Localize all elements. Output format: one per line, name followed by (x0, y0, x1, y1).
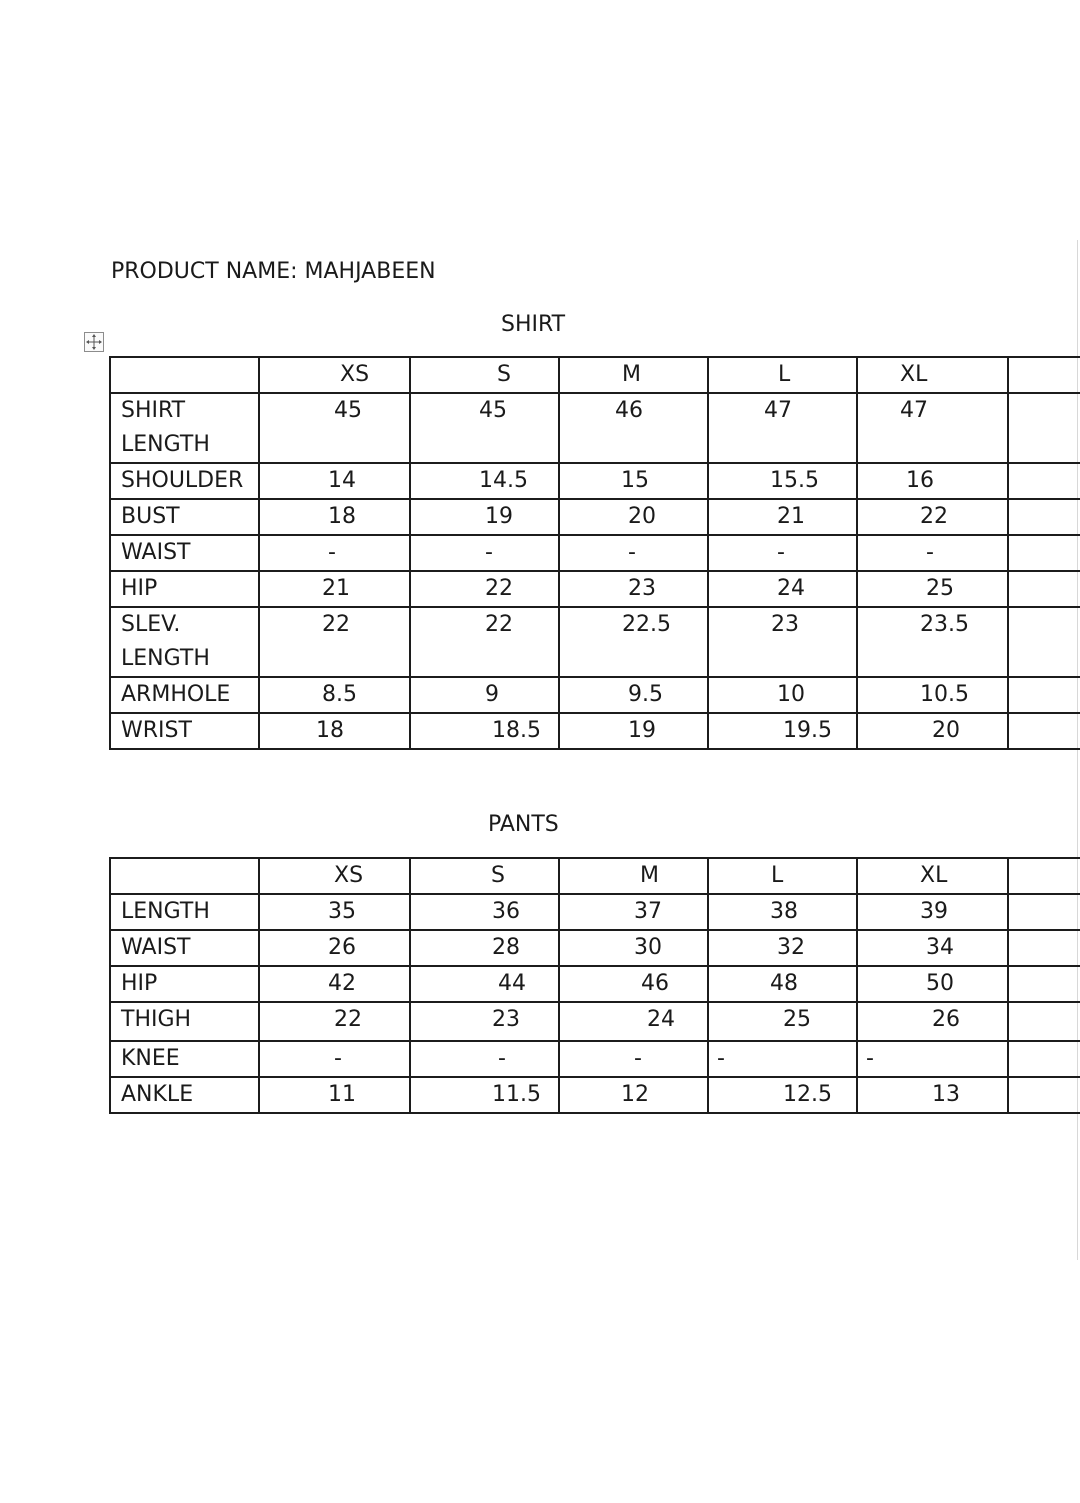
table-cell: - (410, 1041, 559, 1077)
row-label: HIP (110, 966, 259, 1002)
table-cell: 36 (410, 894, 559, 930)
table-row (110, 499, 1080, 535)
table-cell (1008, 1077, 1080, 1113)
header-cell-extra (1008, 357, 1080, 393)
table-cell: 8.5 (259, 677, 410, 713)
table-cell: 47 (857, 393, 1008, 463)
table-cell: - (559, 535, 708, 571)
table-cell: 12.5 (708, 1077, 857, 1113)
row-label: ARMHOLE (110, 677, 259, 713)
table-cell (1008, 499, 1080, 535)
table-row (110, 894, 1080, 930)
row-label: HIP (110, 571, 259, 607)
table-row (110, 1077, 1080, 1113)
move-arrows-icon (85, 333, 103, 351)
table-cell: 19.5 (708, 713, 857, 749)
shirt-section-title: SHIRT (501, 312, 566, 337)
table-row (110, 1041, 1080, 1077)
header-cell-m: M (559, 858, 708, 894)
table-cell: 45 (410, 393, 559, 463)
table-row (110, 966, 1080, 1002)
table-cell (1008, 930, 1080, 966)
row-label: SHIRT LENGTH (110, 393, 259, 463)
table-cell: 35 (259, 894, 410, 930)
table-cell: - (259, 1041, 410, 1077)
table-cell: 50 (857, 966, 1008, 1002)
table-cell: 11 (259, 1077, 410, 1113)
header-cell-l: L (708, 357, 857, 393)
table-cell: 46 (559, 966, 708, 1002)
row-label: BUST (110, 499, 259, 535)
table-cell: 19 (410, 499, 559, 535)
table-cell (1008, 607, 1080, 677)
table-cell: 25 (708, 1002, 857, 1041)
table-cell: 24 (708, 571, 857, 607)
header-cell-xl: XL (857, 858, 1008, 894)
table-cell: 42 (259, 966, 410, 1002)
table-cell: 22 (259, 607, 410, 677)
table-cell: 21 (259, 571, 410, 607)
table-cell (1008, 393, 1080, 463)
table-cell: 22.5 (559, 607, 708, 677)
table-cell: 16 (857, 463, 1008, 499)
header-cell-l: L (708, 858, 857, 894)
table-cell: 14.5 (410, 463, 559, 499)
table-row (110, 535, 1080, 571)
pants-size-table (109, 857, 1080, 1114)
table-cell: 13 (857, 1077, 1008, 1113)
table-row (110, 930, 1080, 966)
table-move-handle[interactable] (84, 332, 104, 352)
header-cell-empty (110, 357, 259, 393)
table-cell: 21 (708, 499, 857, 535)
table-cell: - (708, 1041, 857, 1077)
table-row (110, 713, 1080, 749)
table-cell: 23 (559, 571, 708, 607)
row-label: THIGH (110, 1002, 259, 1041)
header-cell-xs: XS (259, 858, 410, 894)
header-cell-s: S (410, 357, 559, 393)
table-cell: 23 (410, 1002, 559, 1041)
table-row (110, 571, 1080, 607)
table-cell: 24 (559, 1002, 708, 1041)
table-cell: 15.5 (708, 463, 857, 499)
header-cell-extra (1008, 858, 1080, 894)
table-cell: 11.5 (410, 1077, 559, 1113)
table-header-row (110, 858, 1080, 894)
table-cell: 15 (559, 463, 708, 499)
table-cell: 47 (708, 393, 857, 463)
table-cell: 22 (410, 607, 559, 677)
table-cell: 26 (259, 930, 410, 966)
table-cell: 20 (857, 713, 1008, 749)
table-cell: - (410, 535, 559, 571)
table-cell: 23.5 (857, 607, 1008, 677)
row-label: KNEE (110, 1041, 259, 1077)
row-label: WAIST (110, 535, 259, 571)
table-cell: - (259, 535, 410, 571)
table-cell: 18 (259, 499, 410, 535)
header-cell-xs: XS (259, 357, 410, 393)
row-label: SLEV. LENGTH (110, 607, 259, 677)
table-cell: 46 (559, 393, 708, 463)
table-cell: 20 (559, 499, 708, 535)
table-cell: 23 (708, 607, 857, 677)
table-cell: 34 (857, 930, 1008, 966)
table-cell (1008, 1041, 1080, 1077)
row-label: WRIST (110, 713, 259, 749)
table-row (110, 463, 1080, 499)
table-cell: 45 (259, 393, 410, 463)
table-row (110, 1002, 1080, 1041)
table-cell: 28 (410, 930, 559, 966)
table-cell: 18.5 (410, 713, 559, 749)
header-cell-s: S (410, 858, 559, 894)
table-cell: 44 (410, 966, 559, 1002)
table-cell: 14 (259, 463, 410, 499)
table-row (110, 393, 1080, 463)
table-cell: - (857, 1041, 1008, 1077)
table-cell (1008, 677, 1080, 713)
row-label: SHOULDER (110, 463, 259, 499)
table-cell: 26 (857, 1002, 1008, 1041)
table-cell (1008, 1002, 1080, 1041)
table-cell: 12 (559, 1077, 708, 1113)
table-cell: 10 (708, 677, 857, 713)
table-cell: 9.5 (559, 677, 708, 713)
table-cell: - (857, 535, 1008, 571)
table-cell: 32 (708, 930, 857, 966)
table-cell: 25 (857, 571, 1008, 607)
table-row (110, 607, 1080, 677)
table-cell: 22 (259, 1002, 410, 1041)
table-cell: 22 (857, 499, 1008, 535)
table-cell: 22 (410, 571, 559, 607)
row-label: WAIST (110, 930, 259, 966)
table-cell: 19 (559, 713, 708, 749)
header-cell-m: M (559, 357, 708, 393)
table-cell: 39 (857, 894, 1008, 930)
table-cell: 30 (559, 930, 708, 966)
table-cell (1008, 894, 1080, 930)
header-cell-empty (110, 858, 259, 894)
table-header-row (110, 357, 1080, 393)
pants-section-title: PANTS (488, 812, 559, 837)
table-cell (1008, 463, 1080, 499)
header-cell-xl: XL (857, 357, 1008, 393)
table-cell (1008, 966, 1080, 1002)
table-cell: 48 (708, 966, 857, 1002)
table-cell: 37 (559, 894, 708, 930)
table-cell (1008, 713, 1080, 749)
table-cell: - (559, 1041, 708, 1077)
table-cell: 38 (708, 894, 857, 930)
row-label: ANKLE (110, 1077, 259, 1113)
product-name-heading: PRODUCT NAME: MAHJABEEN (111, 259, 436, 284)
table-cell: 9 (410, 677, 559, 713)
table-cell (1008, 535, 1080, 571)
table-cell: 10.5 (857, 677, 1008, 713)
row-label: LENGTH (110, 894, 259, 930)
table-row (110, 677, 1080, 713)
shirt-size-table (109, 356, 1080, 750)
table-cell (1008, 571, 1080, 607)
table-cell: - (708, 535, 857, 571)
table-cell: 18 (259, 713, 410, 749)
